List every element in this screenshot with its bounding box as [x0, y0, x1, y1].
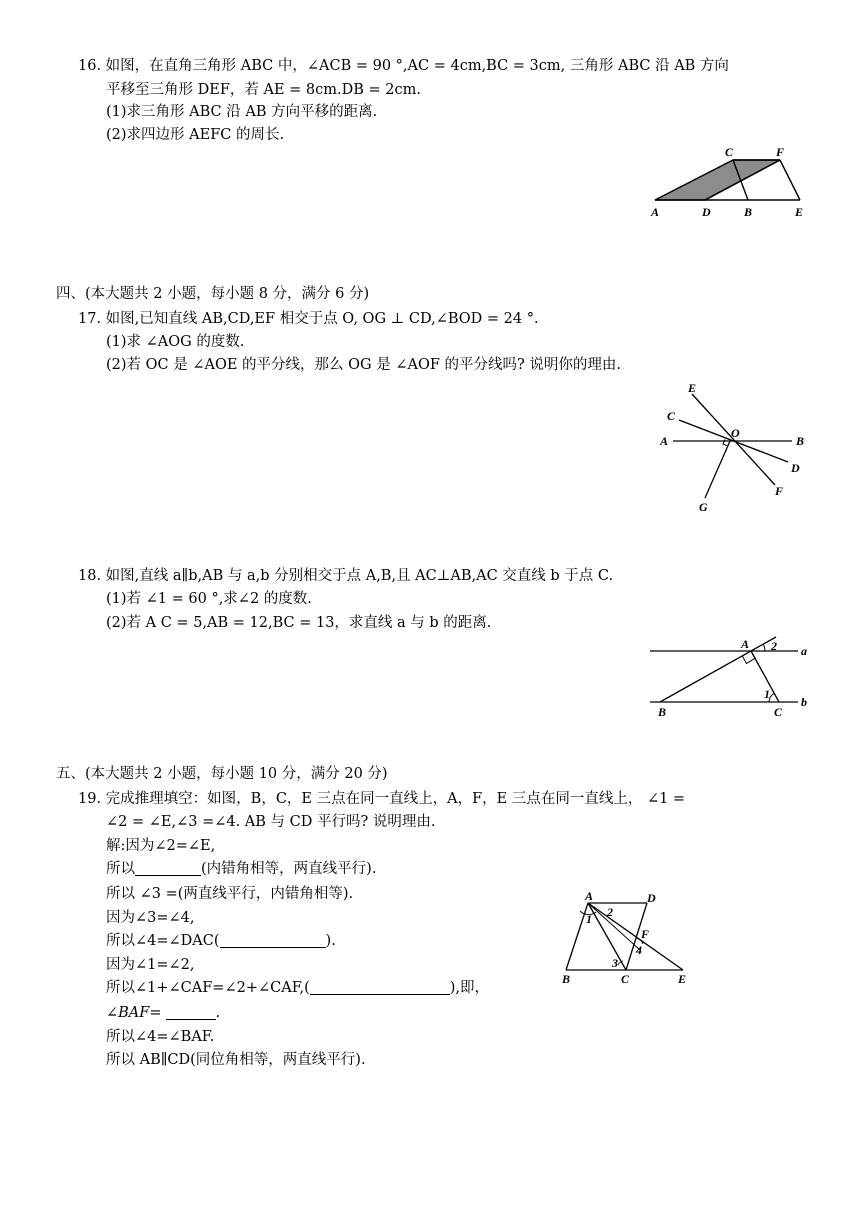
q19-step8-prefix: ∠BAF=: [106, 1005, 162, 1021]
label-A: A: [585, 889, 594, 903]
label-2: 2: [607, 905, 613, 919]
label-E: E: [688, 381, 697, 395]
q19-step2-suffix: (内错角相等，两直线平行).: [201, 861, 377, 877]
q19-step5: [106, 930, 336, 952]
q19-step8-suffix: .: [215, 1005, 221, 1021]
label-F: F: [641, 927, 650, 941]
q19-line2: ∠2 = ∠E,∠3 =∠4. AB 与 CD 平行吗? 说明理由.: [106, 814, 436, 830]
label-O: O: [731, 426, 740, 440]
label-1: 1: [586, 912, 592, 926]
section-5-heading: 五、(本大题共 2 小题，每小题 10 分，满分 20 分): [56, 766, 388, 782]
q19-step7-suffix: ),即，: [449, 980, 490, 996]
label-B: B: [796, 434, 805, 448]
q17-line1: 17. 如图,已知直线 AB,CD,EF 相交于点 O, OG ⊥ CD,∠BOD = 24 °.: [78, 311, 539, 327]
label-G: G: [699, 500, 708, 514]
label-C: C: [621, 972, 630, 986]
q17-sub2: (2)若 OC 是 ∠AOE 的平分线，那么 OG 是 ∠AOF 的平分线吗? 说明你的理由.: [106, 357, 622, 373]
q19-figure: [555, 890, 705, 990]
q19-step9: 所以∠4=∠BAF.: [106, 1029, 215, 1045]
q17-figure: [655, 380, 815, 520]
label-C: C: [774, 705, 783, 719]
q19-step2-prefix: 所以: [106, 861, 135, 877]
q18-sub1: (1)若 ∠1 = 60 °,求∠2 的度数.: [106, 591, 312, 607]
label-A: A: [651, 205, 660, 219]
label-B: B: [562, 972, 571, 986]
q19-blank-2[interactable]: [220, 931, 326, 948]
q19-step1: 解:因为∠2=∠E,: [106, 838, 216, 854]
q16-sub1: (1)求三角形 ABC 沿 AB 方向平移的距离.: [106, 104, 378, 120]
label-B: B: [658, 705, 667, 719]
q19-blank-4[interactable]: [166, 1003, 216, 1020]
q18-sub2: (2)若 A C = 5,AB = 12,BC = 13，求直线 a 与 b 的距离.: [106, 615, 492, 631]
q19-step6: 因为∠1=∠2,: [106, 957, 195, 973]
q19-line1: 19. 完成推理填空：如图，B，C，E 三点在同一直线上，A，F，E 三点在同一直线上， ∠1 =: [78, 791, 686, 807]
label-A: A: [660, 434, 669, 448]
label-4: 4: [636, 943, 642, 957]
q19-step3: 所以 ∠3 =(两直线平行，内错角相等).: [106, 886, 354, 902]
label-A: A: [741, 637, 750, 651]
label-F: F: [776, 145, 785, 159]
q19-step5-suffix: ).: [325, 933, 336, 949]
q19-step5-prefix: 所以∠4=∠DAC(: [106, 933, 220, 949]
q19-step2: [106, 858, 376, 880]
label-C: C: [667, 409, 676, 423]
q19-step4: 因为∠3=∠4,: [106, 910, 195, 926]
label-E: E: [795, 205, 804, 219]
q17-sub1: (1)求 ∠AOG 的度数.: [106, 334, 245, 350]
q19-blank-1[interactable]: [135, 859, 201, 876]
section-4-heading: 四、(本大题共 2 小题，每小题 8 分，满分 6 分): [56, 286, 370, 302]
label-E: E: [678, 972, 687, 986]
label-2: 2: [771, 639, 777, 653]
label-1: 1: [764, 687, 770, 701]
q19-step7-prefix: 所以∠1+∠CAF=∠2+∠CAF,(: [106, 980, 310, 996]
label-D: D: [702, 205, 711, 219]
q19-blank-3[interactable]: [310, 978, 450, 995]
q16-line2: 平移至三角形 DEF，若 AE = 8cm.DB = 2cm.: [106, 82, 421, 98]
label-b: b: [801, 695, 807, 709]
label-D: D: [791, 461, 800, 475]
q19-step8: [106, 1002, 220, 1024]
label-C: C: [725, 145, 734, 159]
label-B: B: [744, 205, 753, 219]
q19-step10: 所以 AB∥CD(同位角相等，两直线平行).: [106, 1052, 366, 1068]
q18-line1: 18. 如图,直线 a∥b,AB 与 a,b 分别相交于点 A,B,且 AC⊥AB,AC 交直线 b 于点 C.: [78, 568, 614, 584]
q16-sub2: (2)求四边形 AEFC 的周长.: [106, 127, 285, 143]
q16-line1: 16. 如图，在直角三角形 ABC 中，∠ACB = 90 °,AC = 4cm,BC = 3cm, 三角形 ABC 沿 AB 方向: [78, 58, 729, 74]
q18-figure: [648, 632, 818, 722]
q16-figure: [645, 140, 815, 225]
label-a: a: [801, 644, 807, 658]
label-D: D: [647, 891, 656, 905]
label-F: F: [775, 484, 784, 498]
label-3: 3: [612, 956, 618, 970]
q19-step7: [106, 977, 489, 999]
